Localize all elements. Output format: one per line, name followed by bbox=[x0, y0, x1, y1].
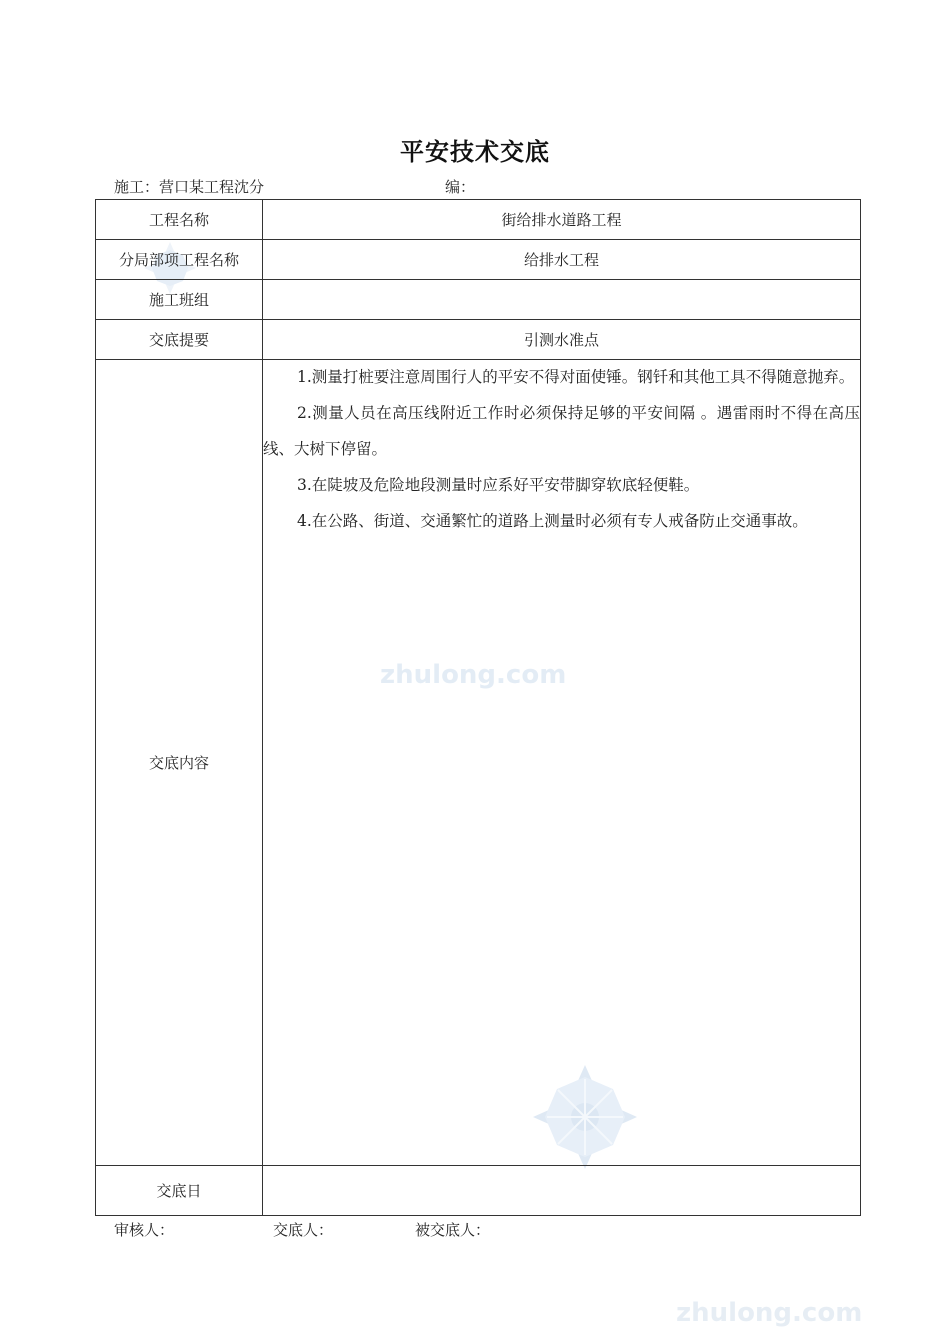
project-name-value: 街给排水道路工程 bbox=[263, 200, 861, 240]
sub-project-value: 给排水工程 bbox=[263, 240, 861, 280]
page-title: 平安技术交底 bbox=[400, 137, 550, 166]
disclosure-form-table bbox=[95, 199, 861, 1216]
project-name-label: 工程名称 bbox=[96, 200, 263, 240]
date-value bbox=[263, 1166, 861, 1216]
content-label: 交底内容 bbox=[96, 360, 263, 1166]
summary-label: 交底提要 bbox=[96, 320, 263, 360]
summary-value: 引测水准点 bbox=[263, 320, 861, 360]
content-item: 2.测量人员在高压线附近工作时必须保持足够的平安间隔 。遇雷雨时不得在高压线、大树下停留。 bbox=[263, 404, 860, 458]
watermark-text: zhulong.com bbox=[380, 660, 567, 690]
sub-project-label: 分局部项工程名称 bbox=[96, 240, 263, 280]
watermark-text-bottom: zhulong.com bbox=[676, 1298, 863, 1328]
recipient-label: 被交底人： bbox=[415, 1221, 491, 1239]
content-item: 3.在陡坡及危险地段测量时应系好平安带脚穿软底轻便鞋。 bbox=[297, 476, 700, 494]
team-label: 施工班组 bbox=[96, 280, 263, 320]
table-row bbox=[96, 360, 861, 1166]
table-row bbox=[96, 200, 861, 240]
presenter-label: 交底人： bbox=[273, 1221, 334, 1239]
construction-unit: 施工：营口某工程沈分 bbox=[114, 178, 265, 196]
document-number-label: 编： bbox=[445, 178, 476, 196]
table-row bbox=[96, 240, 861, 280]
table-row bbox=[96, 1166, 861, 1216]
table-row bbox=[96, 280, 861, 320]
content-item: 4.在公路、街道、交通繁忙的道路上测量时必须有专人戒备防止交通事故。 bbox=[297, 512, 808, 530]
team-value bbox=[263, 280, 861, 320]
reviewer-label: 审核人： bbox=[114, 1221, 175, 1239]
table-row bbox=[96, 320, 861, 360]
content-cell bbox=[263, 360, 861, 1166]
date-label: 交底日 bbox=[96, 1166, 263, 1216]
content-item: 1.测量打桩要注意周围行人的平安不得对面使锤。钢钎和其他工具不得随意抛弃。 bbox=[297, 368, 855, 386]
